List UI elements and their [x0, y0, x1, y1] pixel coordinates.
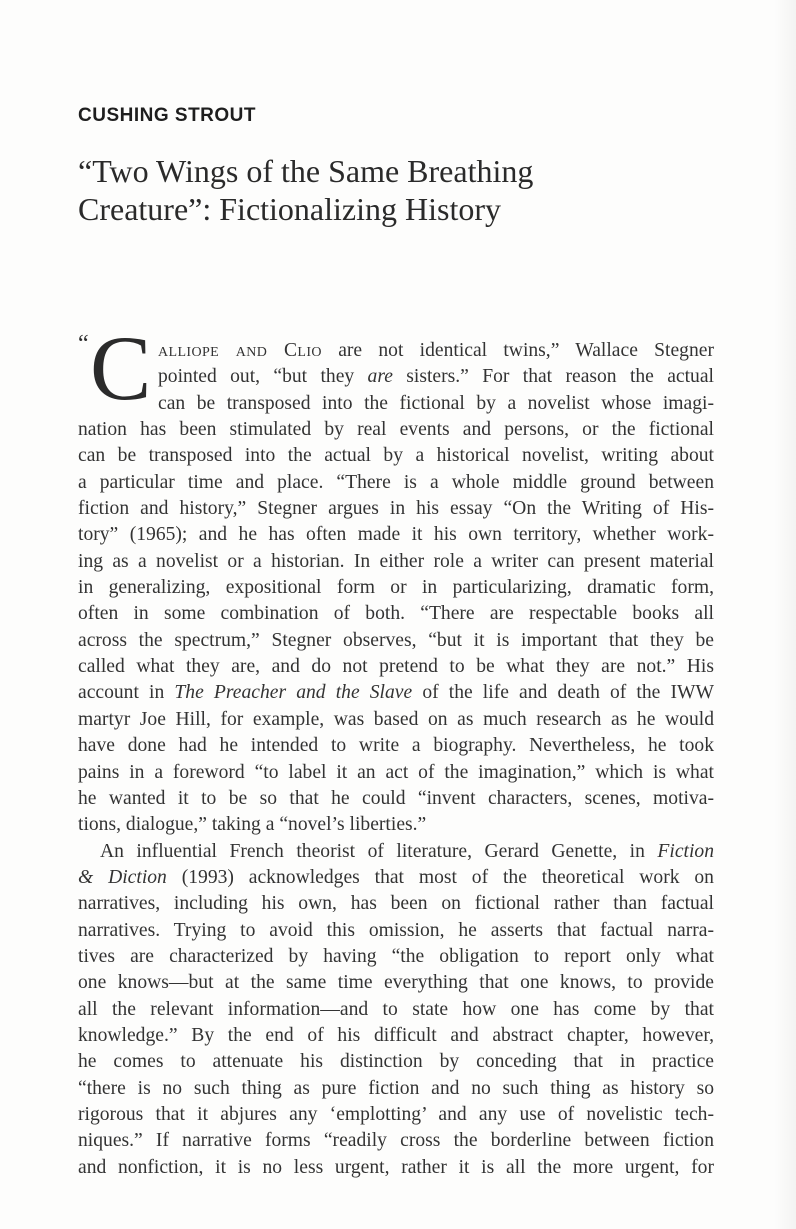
text-line: in generalizing, expositional form or in particularizing, dramatic form, [78, 577, 714, 599]
text-line: “there is no such thing as pure fiction and no such thing as history so [78, 1077, 714, 1099]
text-line [78, 680, 714, 706]
text-run: An influential French theorist of literature, Gerard Genette, in [100, 840, 658, 862]
text-line [78, 338, 714, 364]
text-line: niques.” If narrative forms “readily cross the borderline between fiction [78, 1130, 714, 1152]
italic-text: are [367, 366, 393, 388]
text-run: (1993) acknowledges that most of the theoretical work on [166, 866, 714, 888]
text-line [78, 839, 714, 865]
text-line: all the relevant information—and to state how one has come by that [78, 998, 714, 1020]
text-line: he wanted it to be so that he could “invent characters, scenes, motiva- [78, 787, 714, 809]
chapter-body [78, 338, 714, 1181]
text-line: he comes to attenuate his distinction by conceding that in practice [78, 1051, 714, 1073]
italic-book-title: & Diction [78, 866, 167, 888]
text-line: tives are characterized by having “the obligation to report only what [78, 945, 714, 967]
text-run: of the life and death of the IWW [412, 682, 714, 704]
drop-cap-quote: “ [78, 331, 89, 357]
text-line: rigorous that it abjures any ‘emplotting’ and any use of novelistic tech- [78, 1103, 714, 1125]
drop-cap-letter: C [90, 317, 152, 419]
italic-book-title: The Preacher and the Slave [174, 682, 413, 704]
text-run: are not identical twins,” Wallace Stegner [321, 340, 714, 361]
text-line: a particular time and place. “There is a whole middle ground between [78, 471, 714, 493]
text-run: pointed out, “but they [158, 366, 368, 388]
text-line: pains in a foreword “to label it an act of the imagination,” which is what [78, 761, 714, 783]
text-line: nation has been stimulated by real events and persons, or the fictional [78, 419, 714, 441]
text-line: ing as a novelist or a historian. In either role a writer can present material [78, 550, 714, 572]
text-line: often in some combination of both. “There are respectable books all [78, 603, 714, 625]
text-line: tory” (1965); and he has often made it his own territory, whether work- [78, 524, 714, 546]
text-line: knowledge.” By the end of his difficult and abstract chapter, however, [78, 1024, 714, 1046]
text-line: martyr Joe Hill, for example, was based on as much research as he would [78, 708, 714, 730]
chapter-title-line-1: “Two Wings of the Same Breathing [78, 153, 534, 189]
small-caps-opening: alliope and Clio [158, 340, 322, 361]
text-line [78, 865, 714, 891]
text-line: tions, dialogue,” taking a “novel’s liberties.” [78, 814, 427, 836]
chapter-author: CUSHING STROUT [78, 105, 256, 126]
text-line: one knows—but at the same time everything that one knows, to provide [78, 972, 714, 994]
text-run: sisters.” For that reason the actual [392, 366, 714, 388]
text-line: fiction and history,” Stegner argues in his essay “On the Writing of His- [78, 498, 714, 520]
text-line: called what they are, and do not pretend to be what they are not.” His [78, 656, 714, 678]
text-line: and nonfiction, it is no less urgent, rather it is all the more urgent, for [78, 1156, 714, 1178]
text-line: have done had he intended to write a biography. Nevertheless, he took [78, 735, 714, 757]
text-run: account in [78, 682, 175, 704]
text-line: can be transposed into the fictional by a novelist whose imagi- [158, 392, 714, 414]
text-line [78, 364, 714, 390]
text-line: narratives. Trying to avoid this omission, he asserts that factual narra- [78, 919, 714, 941]
text-line: across the spectrum,” Stegner observes, “but it is important that they be [78, 629, 714, 651]
italic-book-title: Fiction [657, 840, 714, 862]
chapter-title-line-2: Creature”: Fictionalizing History [78, 191, 501, 227]
text-line: narratives, including his own, has been on fictional rather than factual [78, 893, 714, 915]
chapter-title [78, 152, 698, 228]
text-line: can be transposed into the actual by a historical novelist, writing about [78, 445, 714, 467]
page-edge-shadow [774, 0, 796, 1229]
